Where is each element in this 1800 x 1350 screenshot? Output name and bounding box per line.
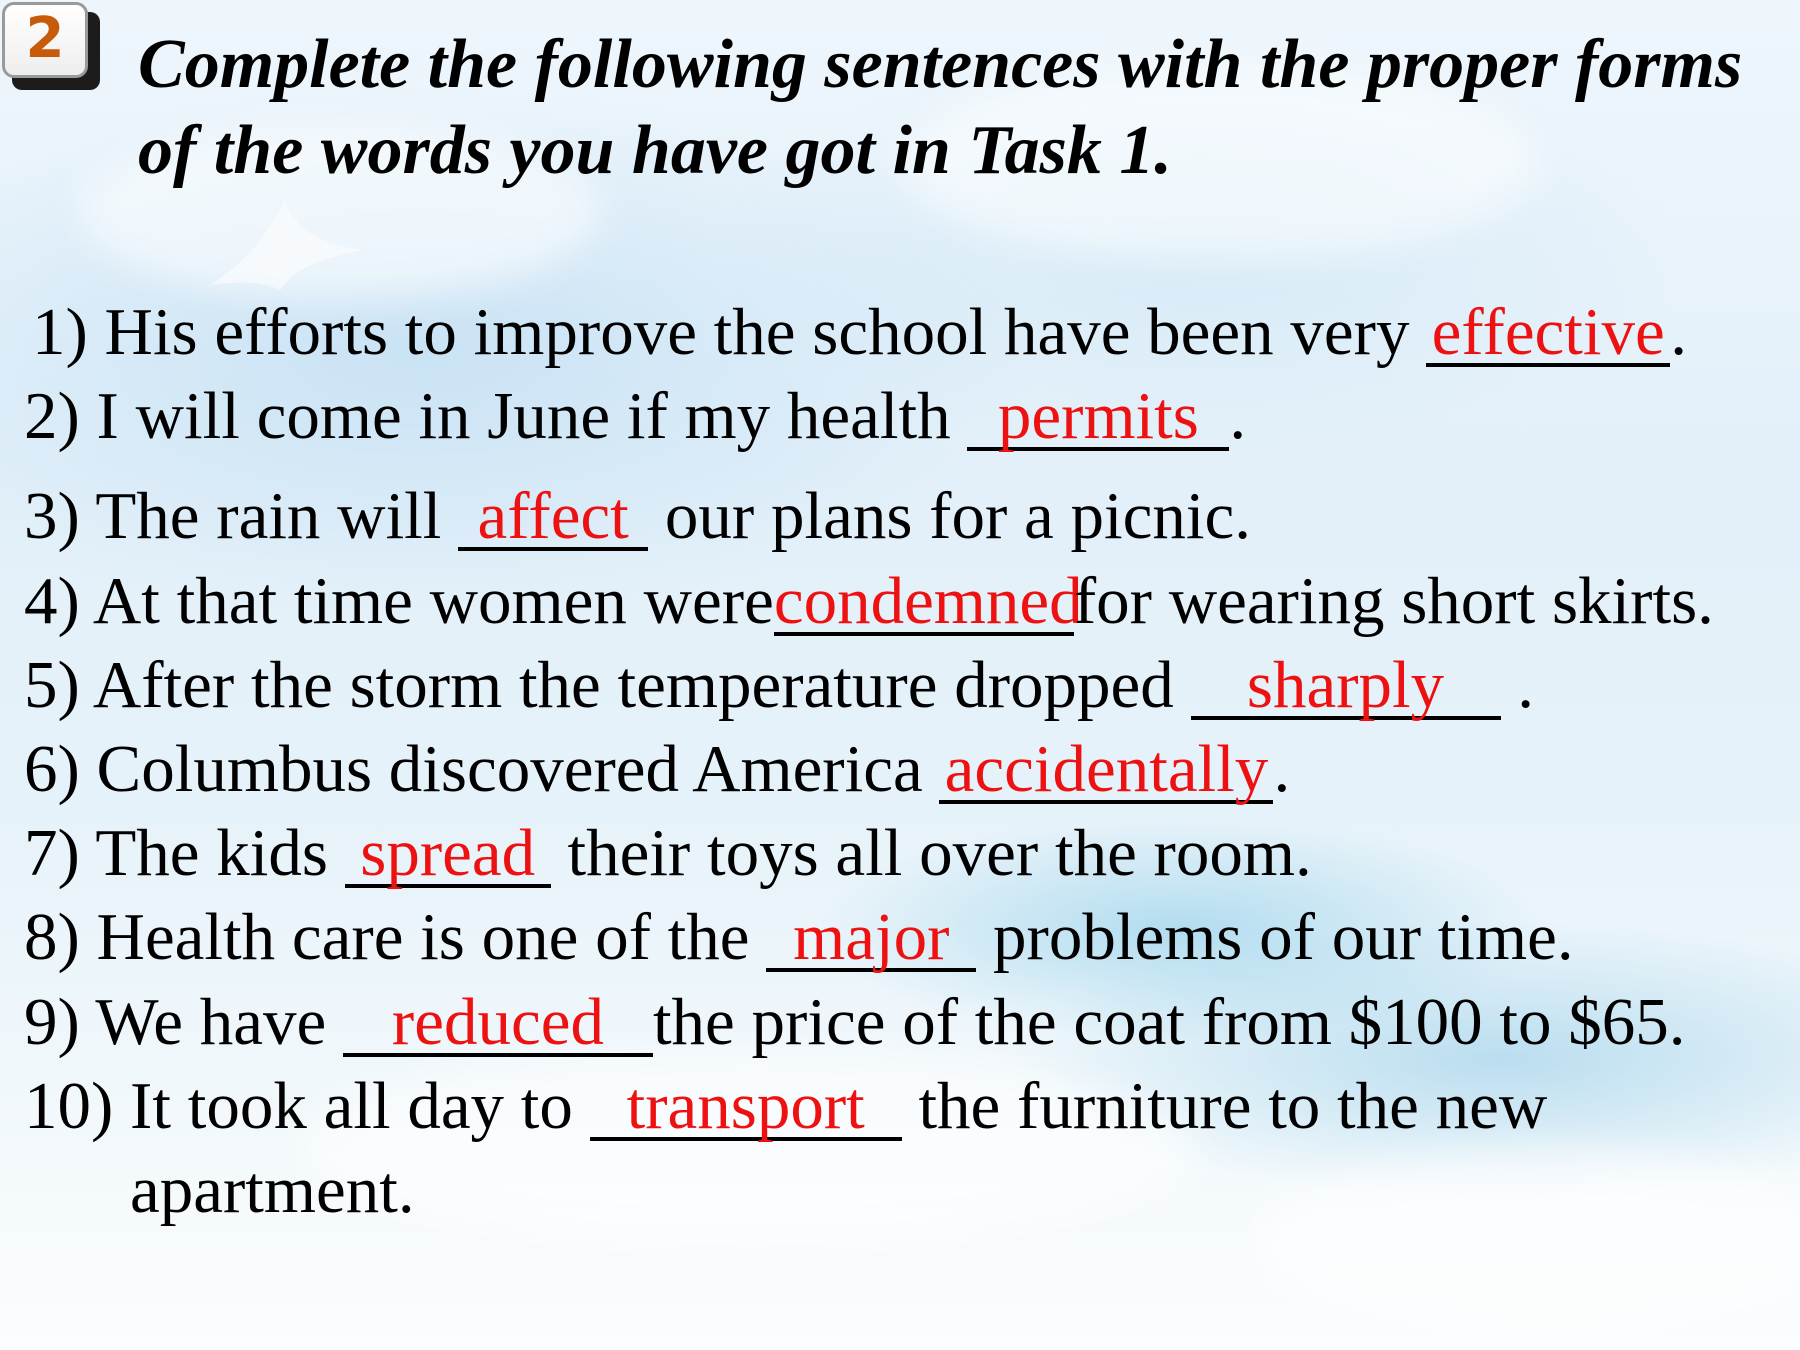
sentence-prefix: 4) At that time women were [24, 564, 774, 638]
answer-blank [773, 564, 1083, 638]
sentence-prefix: 1) His efforts to improve the school have been very [32, 295, 1427, 369]
sentence-suffix: . [1273, 732, 1291, 806]
sentence-5 [24, 645, 1534, 725]
sentence-suffix: the furniture to the new [901, 1069, 1548, 1143]
answer-text: effective [1431, 295, 1665, 369]
badge-number: 2 [25, 6, 65, 71]
answer-text: affect [477, 479, 629, 553]
answer-text: accidentally [944, 732, 1269, 806]
sentence-prefix: 10) It took all day to [24, 1069, 590, 1143]
sentence-1 [32, 292, 1687, 372]
instruction-line-1: Complete the following sentences with the proper forms [138, 26, 1743, 103]
answer-blank [939, 732, 1273, 806]
instruction-line-2: of the words you have got in Task 1. [138, 112, 1172, 189]
answer-blank [345, 816, 551, 890]
answer-blank [967, 379, 1229, 453]
badge-face [2, 2, 88, 78]
answer-blank [766, 900, 976, 974]
sentence-6 [24, 729, 1290, 809]
sentence-prefix: 3) The rain will [24, 479, 459, 553]
answer-text: major [793, 900, 950, 974]
background-cloud [1250, 1150, 1800, 1330]
answer-blank [590, 1069, 902, 1143]
sentence-10-continuation [130, 1150, 415, 1230]
answer-blank [458, 479, 648, 553]
sentence-7 [24, 813, 1312, 893]
sentence-2 [24, 376, 1246, 456]
answer-blank [1191, 648, 1501, 722]
sentence-suffix: problems of our time. [976, 900, 1574, 974]
sentence-continuation: apartment. [130, 1153, 415, 1227]
instruction-text [138, 22, 1778, 194]
task-number-badge [2, 2, 100, 90]
sentence-suffix: our plans for a picnic. [648, 479, 1251, 553]
seagull-silhouette-icon [200, 190, 370, 300]
sentence-prefix: 9) We have [24, 985, 343, 1059]
answer-text: spread [360, 816, 536, 890]
sentence-suffix: . [1670, 295, 1687, 369]
answer-blank [1426, 295, 1670, 369]
answer-blank [343, 985, 653, 1059]
sentence-10 [24, 1066, 1547, 1146]
sentence-8 [24, 897, 1574, 977]
sentence-suffix: the price of the coat from $100 to $65. [652, 985, 1686, 1059]
sentence-prefix: 7) The kids [24, 816, 345, 890]
sentence-suffix: their toys all over the room. [550, 816, 1312, 890]
sentence-prefix: 8) Health care is one of the [24, 900, 767, 974]
answer-text: condemned [773, 564, 1083, 638]
sentence-prefix: 6) Columbus discovered America [24, 732, 940, 806]
sentence-suffix: . [1229, 379, 1247, 453]
sentence-3 [24, 476, 1251, 556]
sentence-prefix: 5) After the storm the temperature dropped [24, 648, 1191, 722]
sentence-prefix: 2) I will come in June if my health [24, 379, 968, 453]
answer-text: permits [997, 379, 1199, 453]
sentence-suffix: for wearing short skirts. [1073, 564, 1714, 638]
sentence-suffix: . [1500, 648, 1535, 722]
sentence-9 [24, 982, 1686, 1062]
sentence-4 [24, 561, 1714, 641]
answer-text: reduced [391, 985, 604, 1059]
answer-text: sharply [1246, 648, 1445, 722]
answer-text: transport [626, 1069, 865, 1143]
